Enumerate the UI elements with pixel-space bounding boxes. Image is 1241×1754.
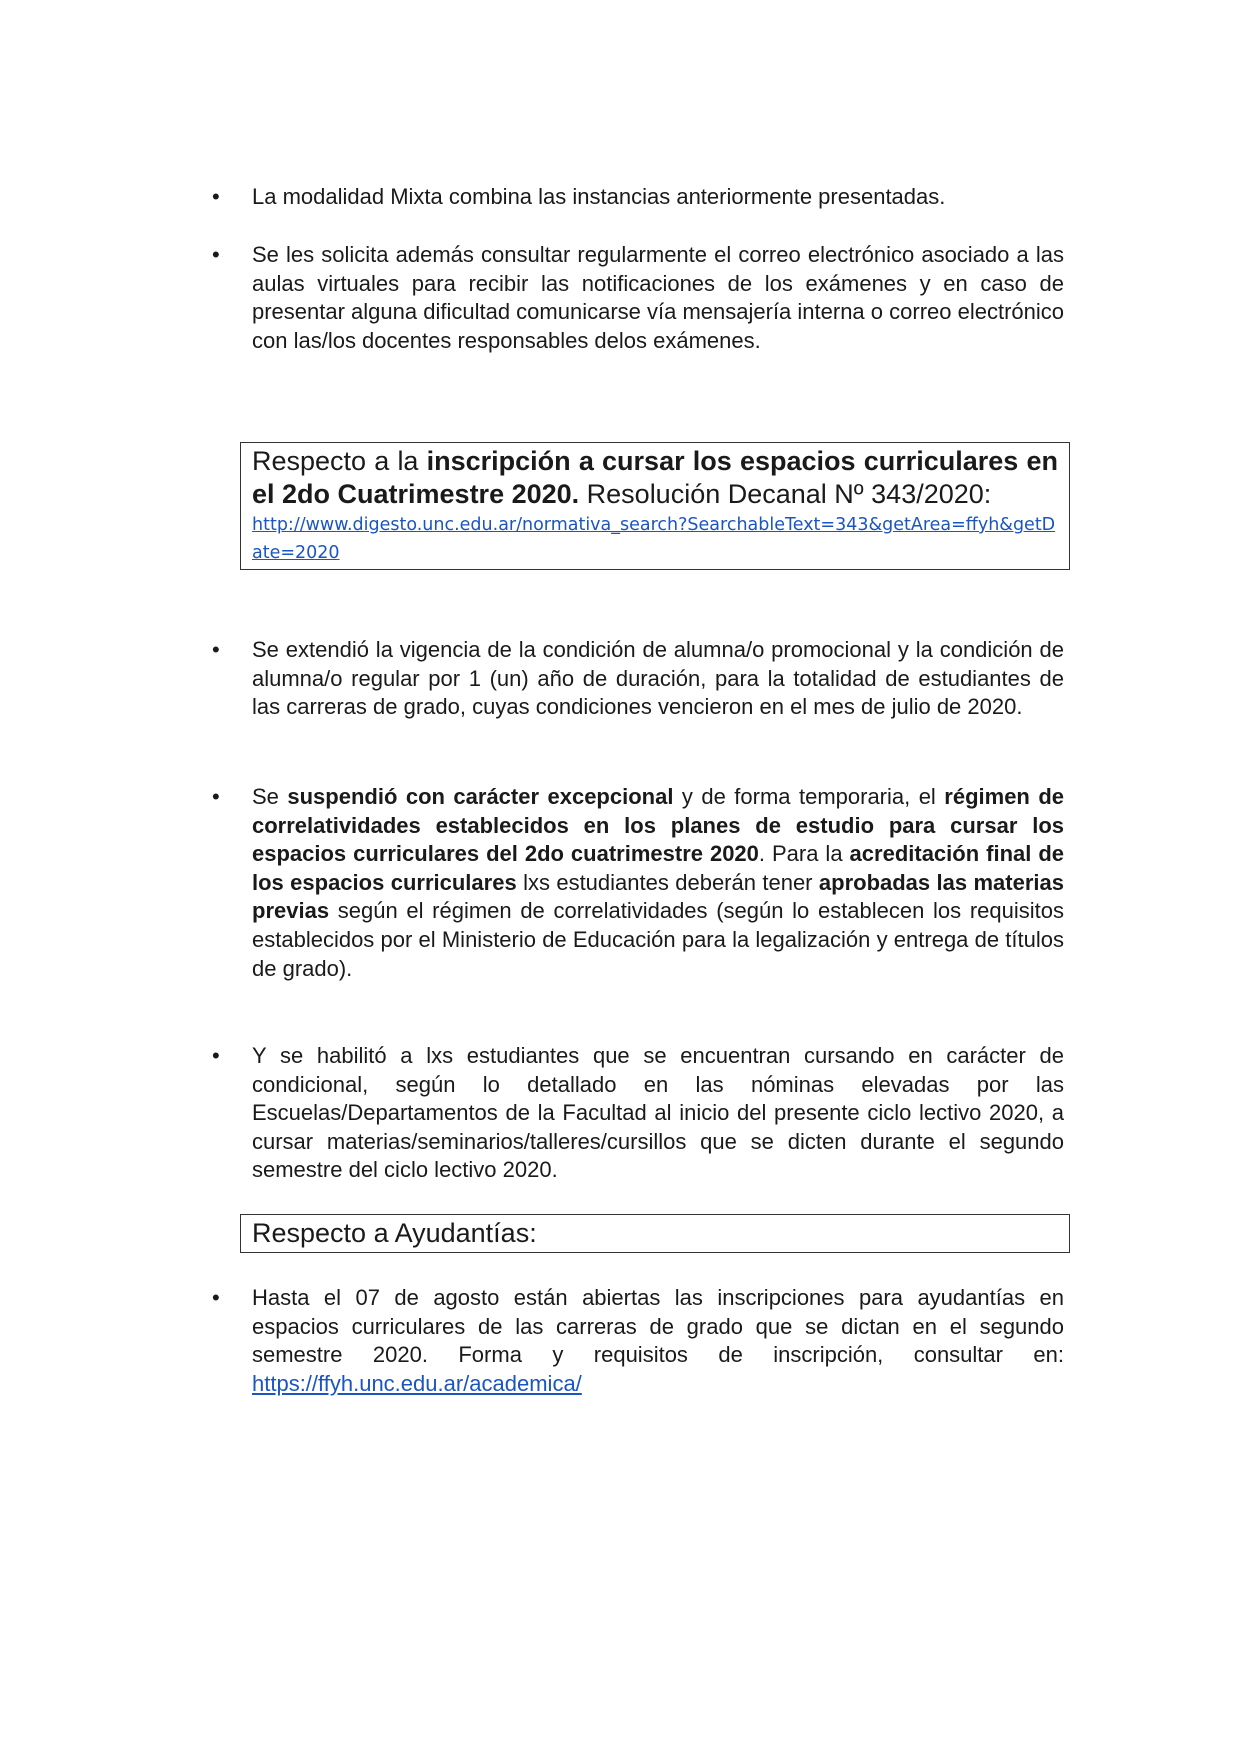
bullet: • <box>212 1285 220 1310</box>
paragraph-mixta: La modalidad Mixta combina las instancias anteriormente presentadas. <box>252 184 946 209</box>
paragraph-correo: Se les solicita además consultar regularmente el correo electrónico asociado a las aulas virtuales para recibir las notificaciones de los exámenes y en caso de presentar alguna dificultad comunicarse vía mensajería interna o correo electrónico con las/los docentes responsables delos exámenes. <box>252 242 1064 353</box>
paragraph-correlatividades: Se suspendió con carácter excepcional y de forma temporaria, el régimen de correlatividades establecidos en los planes de estudio para cursar los espacios curriculares del 2do cuatrimestre 2020. Para la acreditación final de los espacios curriculares lxs estudiantes deberán tener aprobadas las materias previas según el régimen de correlatividades (según lo establecen los requisitos establecidos por el Ministerio de Educación para la legalización y entrega de títulos de grado). <box>252 784 1064 981</box>
list-item <box>214 1042 1064 1185</box>
box-heading: Respecto a la inscripción a cursar los espacios curriculares en el 2do Cuatrimestre 2020. Resolución Decanal Nº 343/2020: <box>252 446 1058 509</box>
bullet: • <box>212 1043 220 1068</box>
list-item <box>214 636 1064 722</box>
bullet: • <box>212 242 220 267</box>
list-item <box>214 1284 1064 1398</box>
academica-link[interactable]: https://ffyh.unc.edu.ar/academica/ <box>252 1370 582 1396</box>
paragraph-ayudantias: Hasta el 07 de agosto están abiertas las inscripciones para ayudantías en espacios curriculares de las carreras de grado que se dictan en el segundo semestre 2020. Forma y requisitos de inscripción, consultar en: https://ffyh.unc.edu.ar/academica/ <box>252 1285 1064 1396</box>
paragraph-condicional: Y se habilitó a lxs estudiantes que se encuentran cursando en carácter de condicional, según lo detallado en las nóminas elevadas por las Escuelas/Departamentos de la Facultad al inicio del presente ciclo lectivo 2020, a cursar materias/seminarios/talleres/cursillos que se dicten durante el segundo semestre del ciclo lectivo 2020. <box>252 1043 1064 1183</box>
section-box-inscripcion <box>240 442 1070 570</box>
list-item <box>214 241 1064 355</box>
paragraph-vigencia: Se extendió la vigencia de la condición de alumna/o promocional y la condición de alumna/o regular por 1 (un) año de duración, para la totalidad de estudiantes de las carreras de grado, cuyas condiciones vencieron en el mes de julio de 2020. <box>252 637 1064 720</box>
list-item <box>214 183 1064 212</box>
bullet: • <box>212 184 220 209</box>
list-item <box>214 783 1064 983</box>
section-box-ayudantias <box>240 1214 1070 1253</box>
box-heading: Respecto a Ayudantías: <box>252 1218 537 1248</box>
bullet: • <box>212 637 220 662</box>
bullet: • <box>212 784 220 809</box>
digesto-link[interactable]: http://www.digesto.unc.edu.ar/normativa_search?SearchableText=343&getArea=ffyh&getDate=2020 <box>252 515 1056 563</box>
